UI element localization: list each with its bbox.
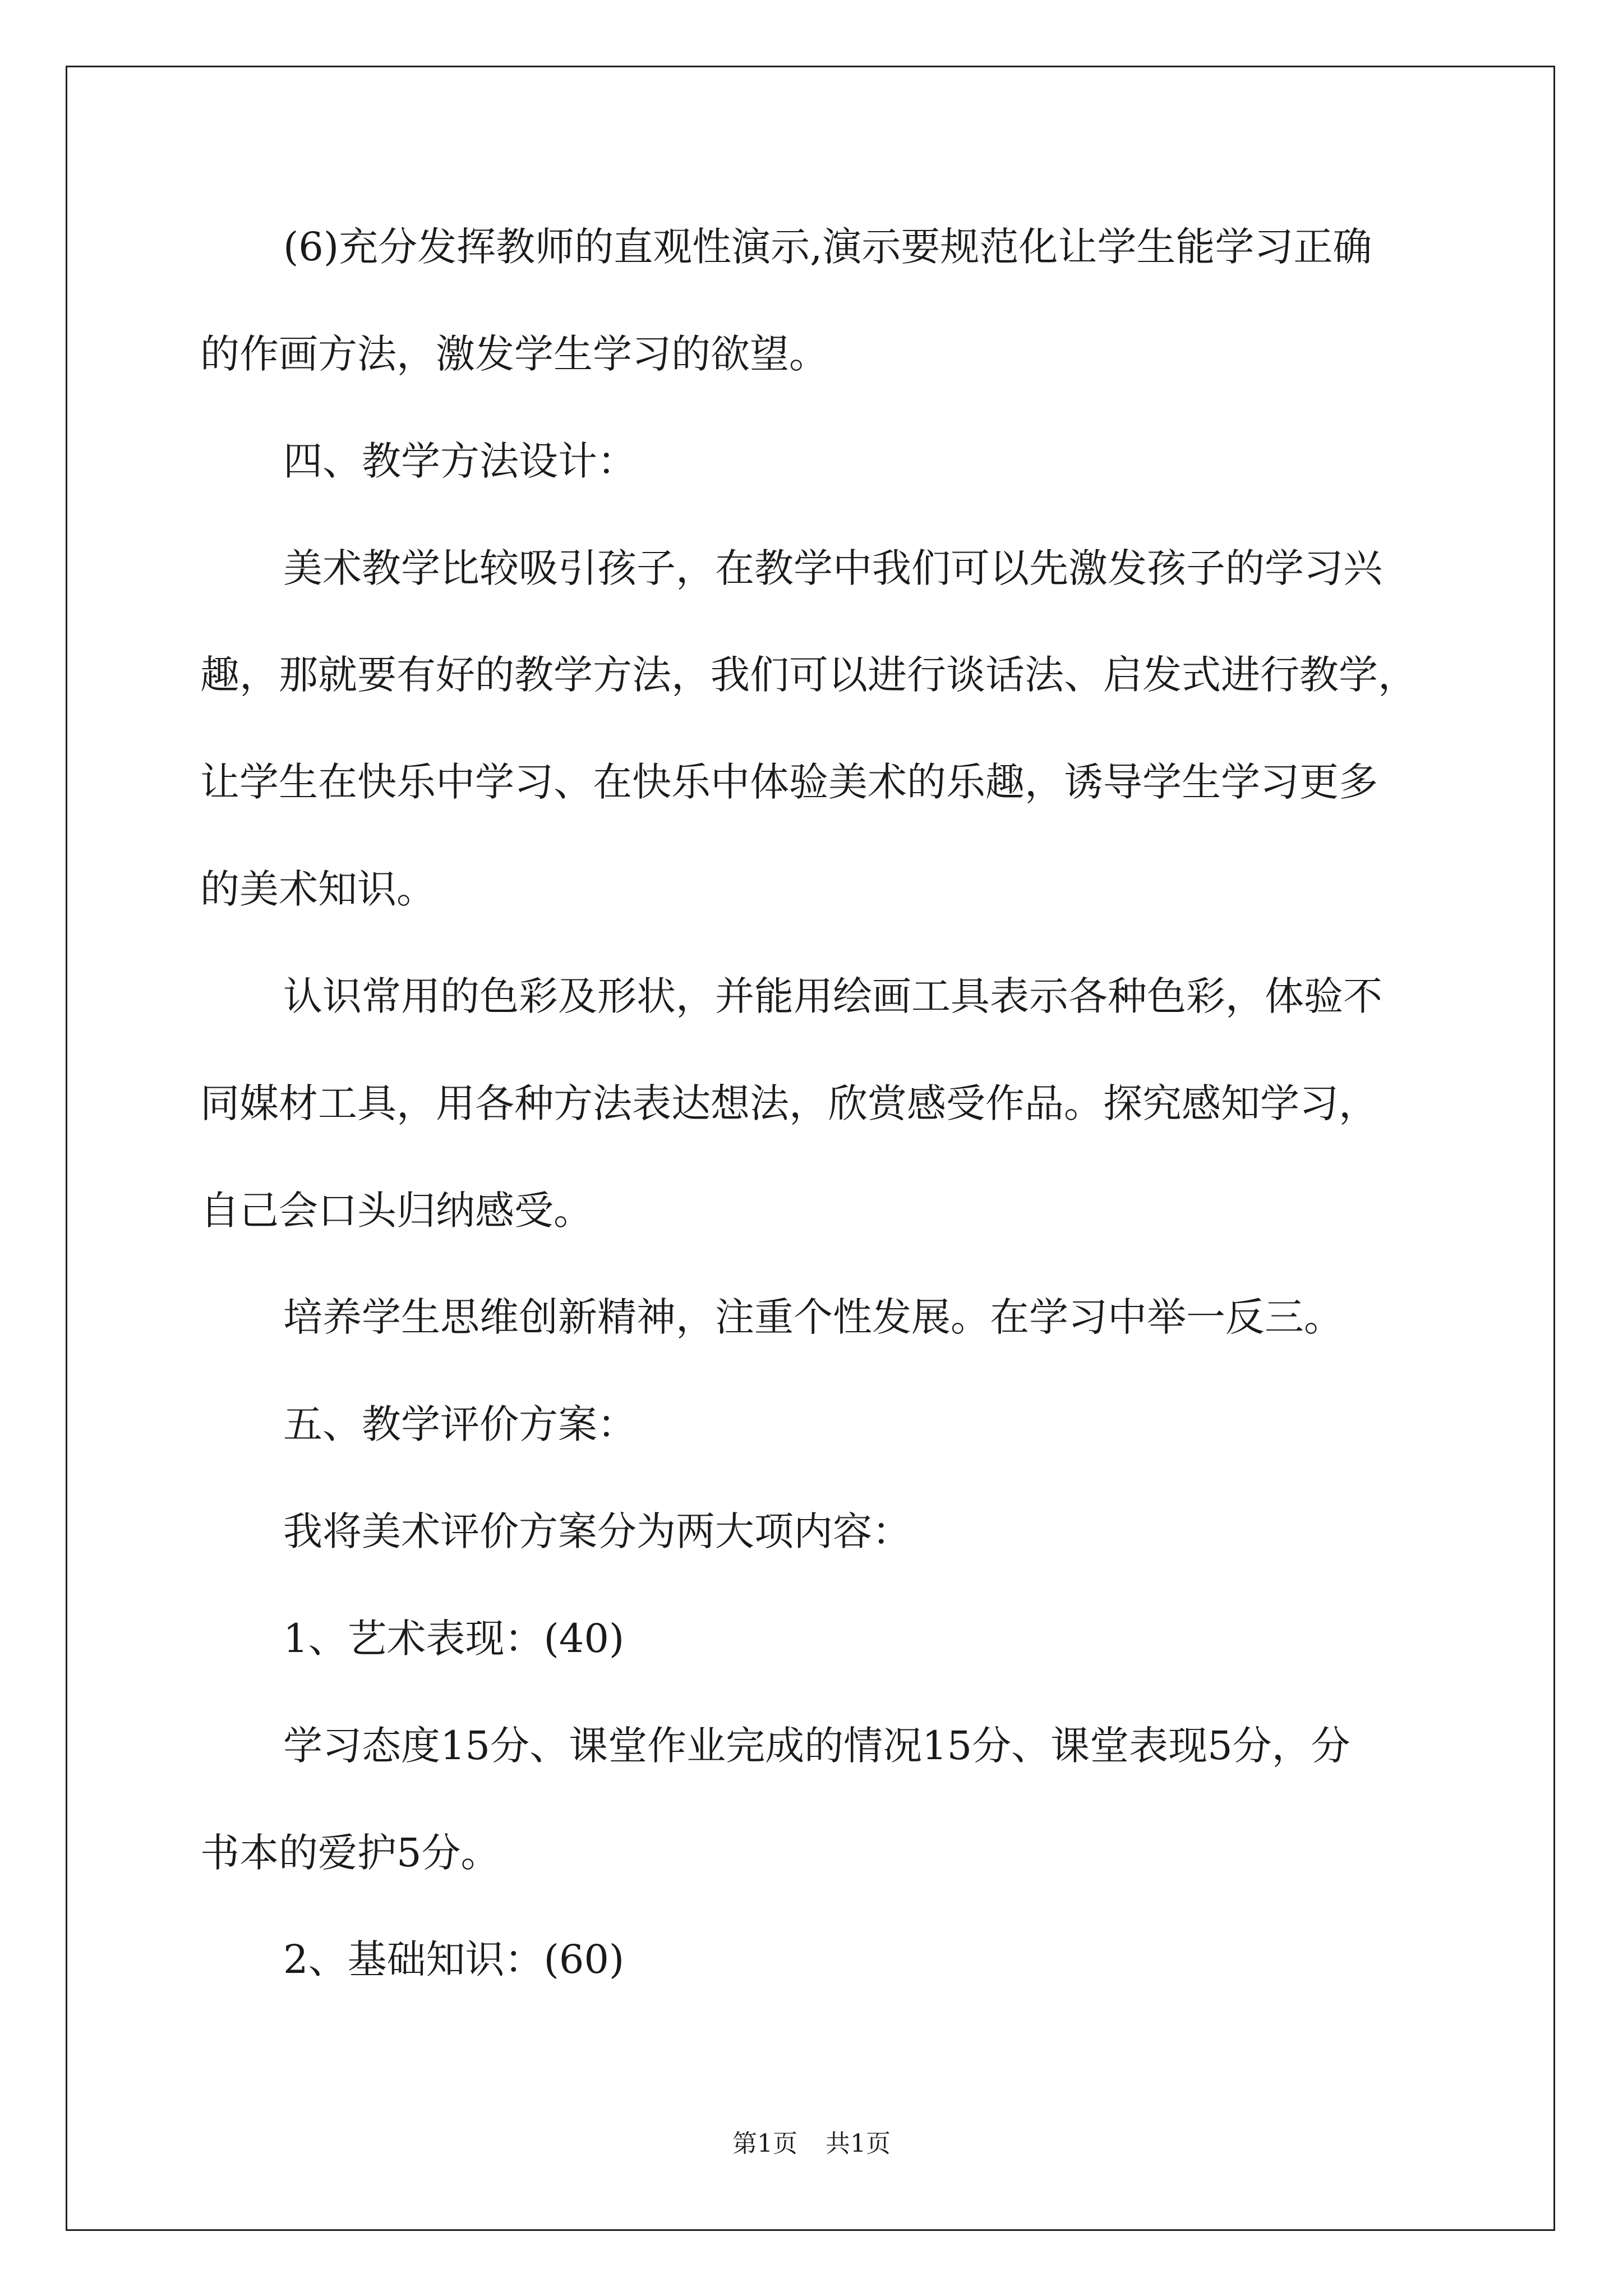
paragraph-1-line-1: (6)充分发挥教师的直观性演示,演示要规范化让学生能学习正确 [283,224,1372,270]
paragraph-3-line-4: 的美术知识。 [200,866,436,912]
section-heading-teaching-methods: 四、教学方法设计： [283,438,637,484]
paragraph-1-line-2: 的作画方法，激发学生学习的欲望。 [200,331,828,377]
paragraph-3-line-1: 美术教学比较吸引孩子，在教学中我们可以先激发孩子的学习兴 [283,545,1382,591]
paragraph-4-line-2: 同媒材工具，用各种方法表达想法，欣赏感受作品。探究感知学习， [200,1080,1378,1126]
paragraph-5-line-1: 培养学生思维创新精神，注重个性发展。在学习中举一反三。 [283,1294,1343,1340]
item-heading-basic-knowledge: 2、基础知识：(60) [283,1936,625,1982]
paragraph-9-line-2: 书本的爱护5分。 [200,1830,500,1876]
paragraph-3-line-3: 让学生在快乐中学习、在快乐中体验美术的乐趣，诱导学生学习更多 [200,759,1378,805]
page-border [66,66,1555,2231]
paragraph-7-line-1: 我将美术评价方案分为两大项内容： [283,1508,911,1554]
section-heading-evaluation: 五、教学评价方案： [283,1401,637,1447]
paragraph-4-line-1: 认识常用的色彩及形状，并能用绘画工具表示各种色彩，体验不 [283,973,1382,1019]
paragraph-4-line-3: 自己会口头归纳感受。 [200,1188,593,1234]
item-heading-art-performance: 1、艺术表现：(40) [283,1616,625,1662]
page-footer [0,2129,1623,2158]
paragraph-3-line-2: 趣，那就要有好的教学方法，我们可以进行谈话法、启发式进行教学， [200,652,1417,698]
page-number: 第1页 [732,2129,797,2158]
paragraph-9-line-1: 学习态度15分、课堂作业完成的情况15分、课堂表现5分，分 [283,1723,1350,1769]
total-pages: 共1页 [826,2129,891,2158]
